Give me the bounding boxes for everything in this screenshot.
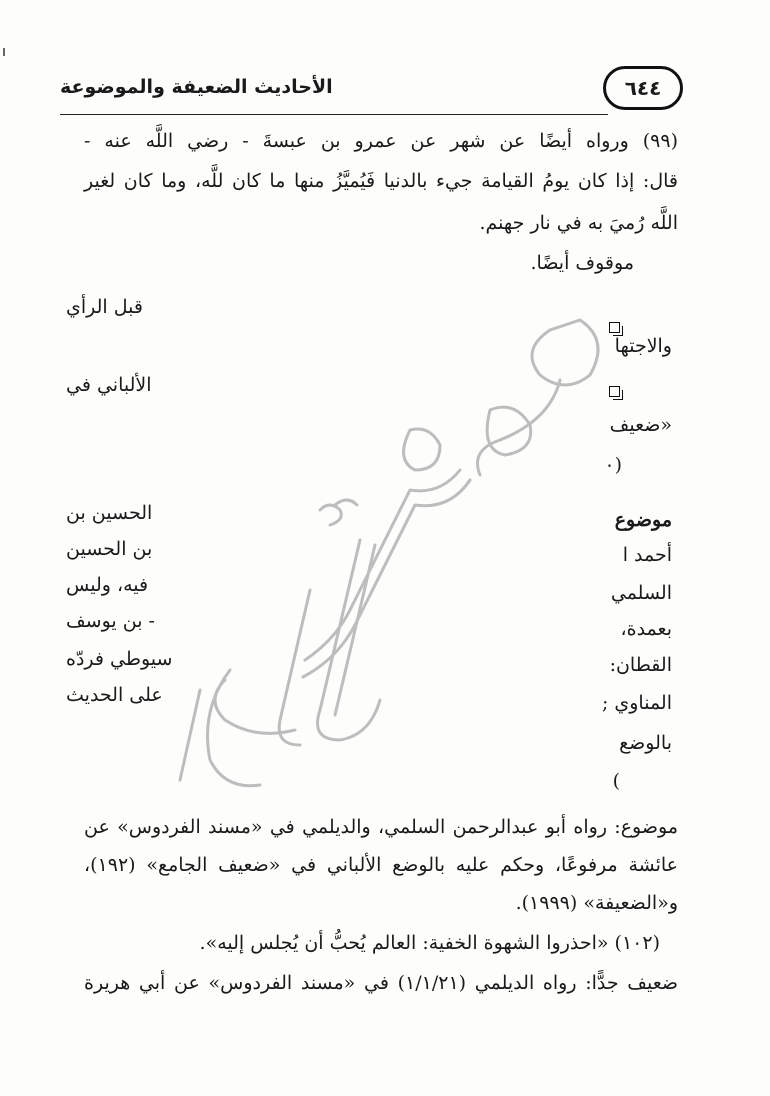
watermark-stroke [478,380,561,475]
fragment-left: بن الحسين [66,538,153,560]
text-line-9: ضعيف جدًّا: رواه الديلمي (١/١/٢١) في «مسند الفردوس» عن أبي هريرة [84,972,679,994]
fragment-left: قبل الرأي [66,296,143,318]
page-header [60,66,670,112]
header-rule [60,114,608,115]
watermark-calligraphy [160,290,630,810]
fragment-right: بعمدة، [620,618,672,640]
watermark-stroke [404,429,440,470]
watermark-stroke [532,320,598,385]
fragment-left: فيه، وليس [66,574,149,596]
watermark-stroke [215,680,295,733]
watermark-stroke [180,690,200,780]
fragment-right: بالوضع [619,732,672,754]
text-line-1: (٩٩) ورواه أيضًا عن شهر عن عمرو بن عبسةَ - رضي اللَّه عنه - [84,130,678,152]
watermark-stroke [487,407,531,455]
page-number: ٦٤٤ [603,66,683,110]
margin-mark [3,48,5,56]
text-line-2: قال: إذا كان يومُ القيامة جيء بالدنيا فَيُميَّزُ منها ما كان للَّه، وما كان لغير [84,170,678,192]
watermark-stroke [335,545,375,715]
fragment-right: السلمي [610,582,672,604]
fragment-left: على الحديث [66,684,163,706]
watermark-stroke [335,500,357,505]
watermark-stroke [279,590,310,745]
watermark-stroke [305,470,460,660]
fragment-right: موضوع [614,509,672,531]
text-line-8: (١٠٢) «احذروا الشهوة الخفية: العالم يُحبُّ أن يُجلس إليه». [199,932,660,954]
fragment-right: والاجتها [614,335,672,357]
watermark-stroke [303,480,470,677]
watermark-stroke [208,670,261,786]
text-line-6: عائشة مرفوعًا، وحكم عليه بالوضع الألباني في «ضعيف الجامع» (١٩٢)، [84,854,678,876]
fragment-right: أحمد ا [622,544,672,566]
fragment-left: - بن يوسف [66,610,155,632]
text-line-4: موقوف أيضًا. [530,252,634,274]
fragment-right: «ضعيف [609,414,672,436]
fragment-right: المناوي ; [601,692,672,714]
fragment-left: الألباني في [66,374,152,396]
running-title: الأحاديث الضعيفة والموضوعة [60,76,333,98]
box-marker-icon [609,386,620,397]
fragment-left: سيوطي فردّه [66,648,173,670]
fragment-right: القطان: [609,654,672,676]
text-line-5: موضوع: رواه أبو عبدالرحمن السلمي، والديلمي في «مسند الفردوس» عن [84,816,678,838]
watermark-stroke [320,505,341,525]
text-line-7: و«الضعيفة» (١٩٩٩). [515,892,678,914]
text-line-3: اللَّه رُميَ به في نار جهنم. [479,212,678,234]
fragment-right: ) [612,770,620,792]
watermark-stroke [318,540,381,740]
fragment-left: الحسين بن [66,502,153,524]
fragment-right: (٠ [604,454,622,476]
